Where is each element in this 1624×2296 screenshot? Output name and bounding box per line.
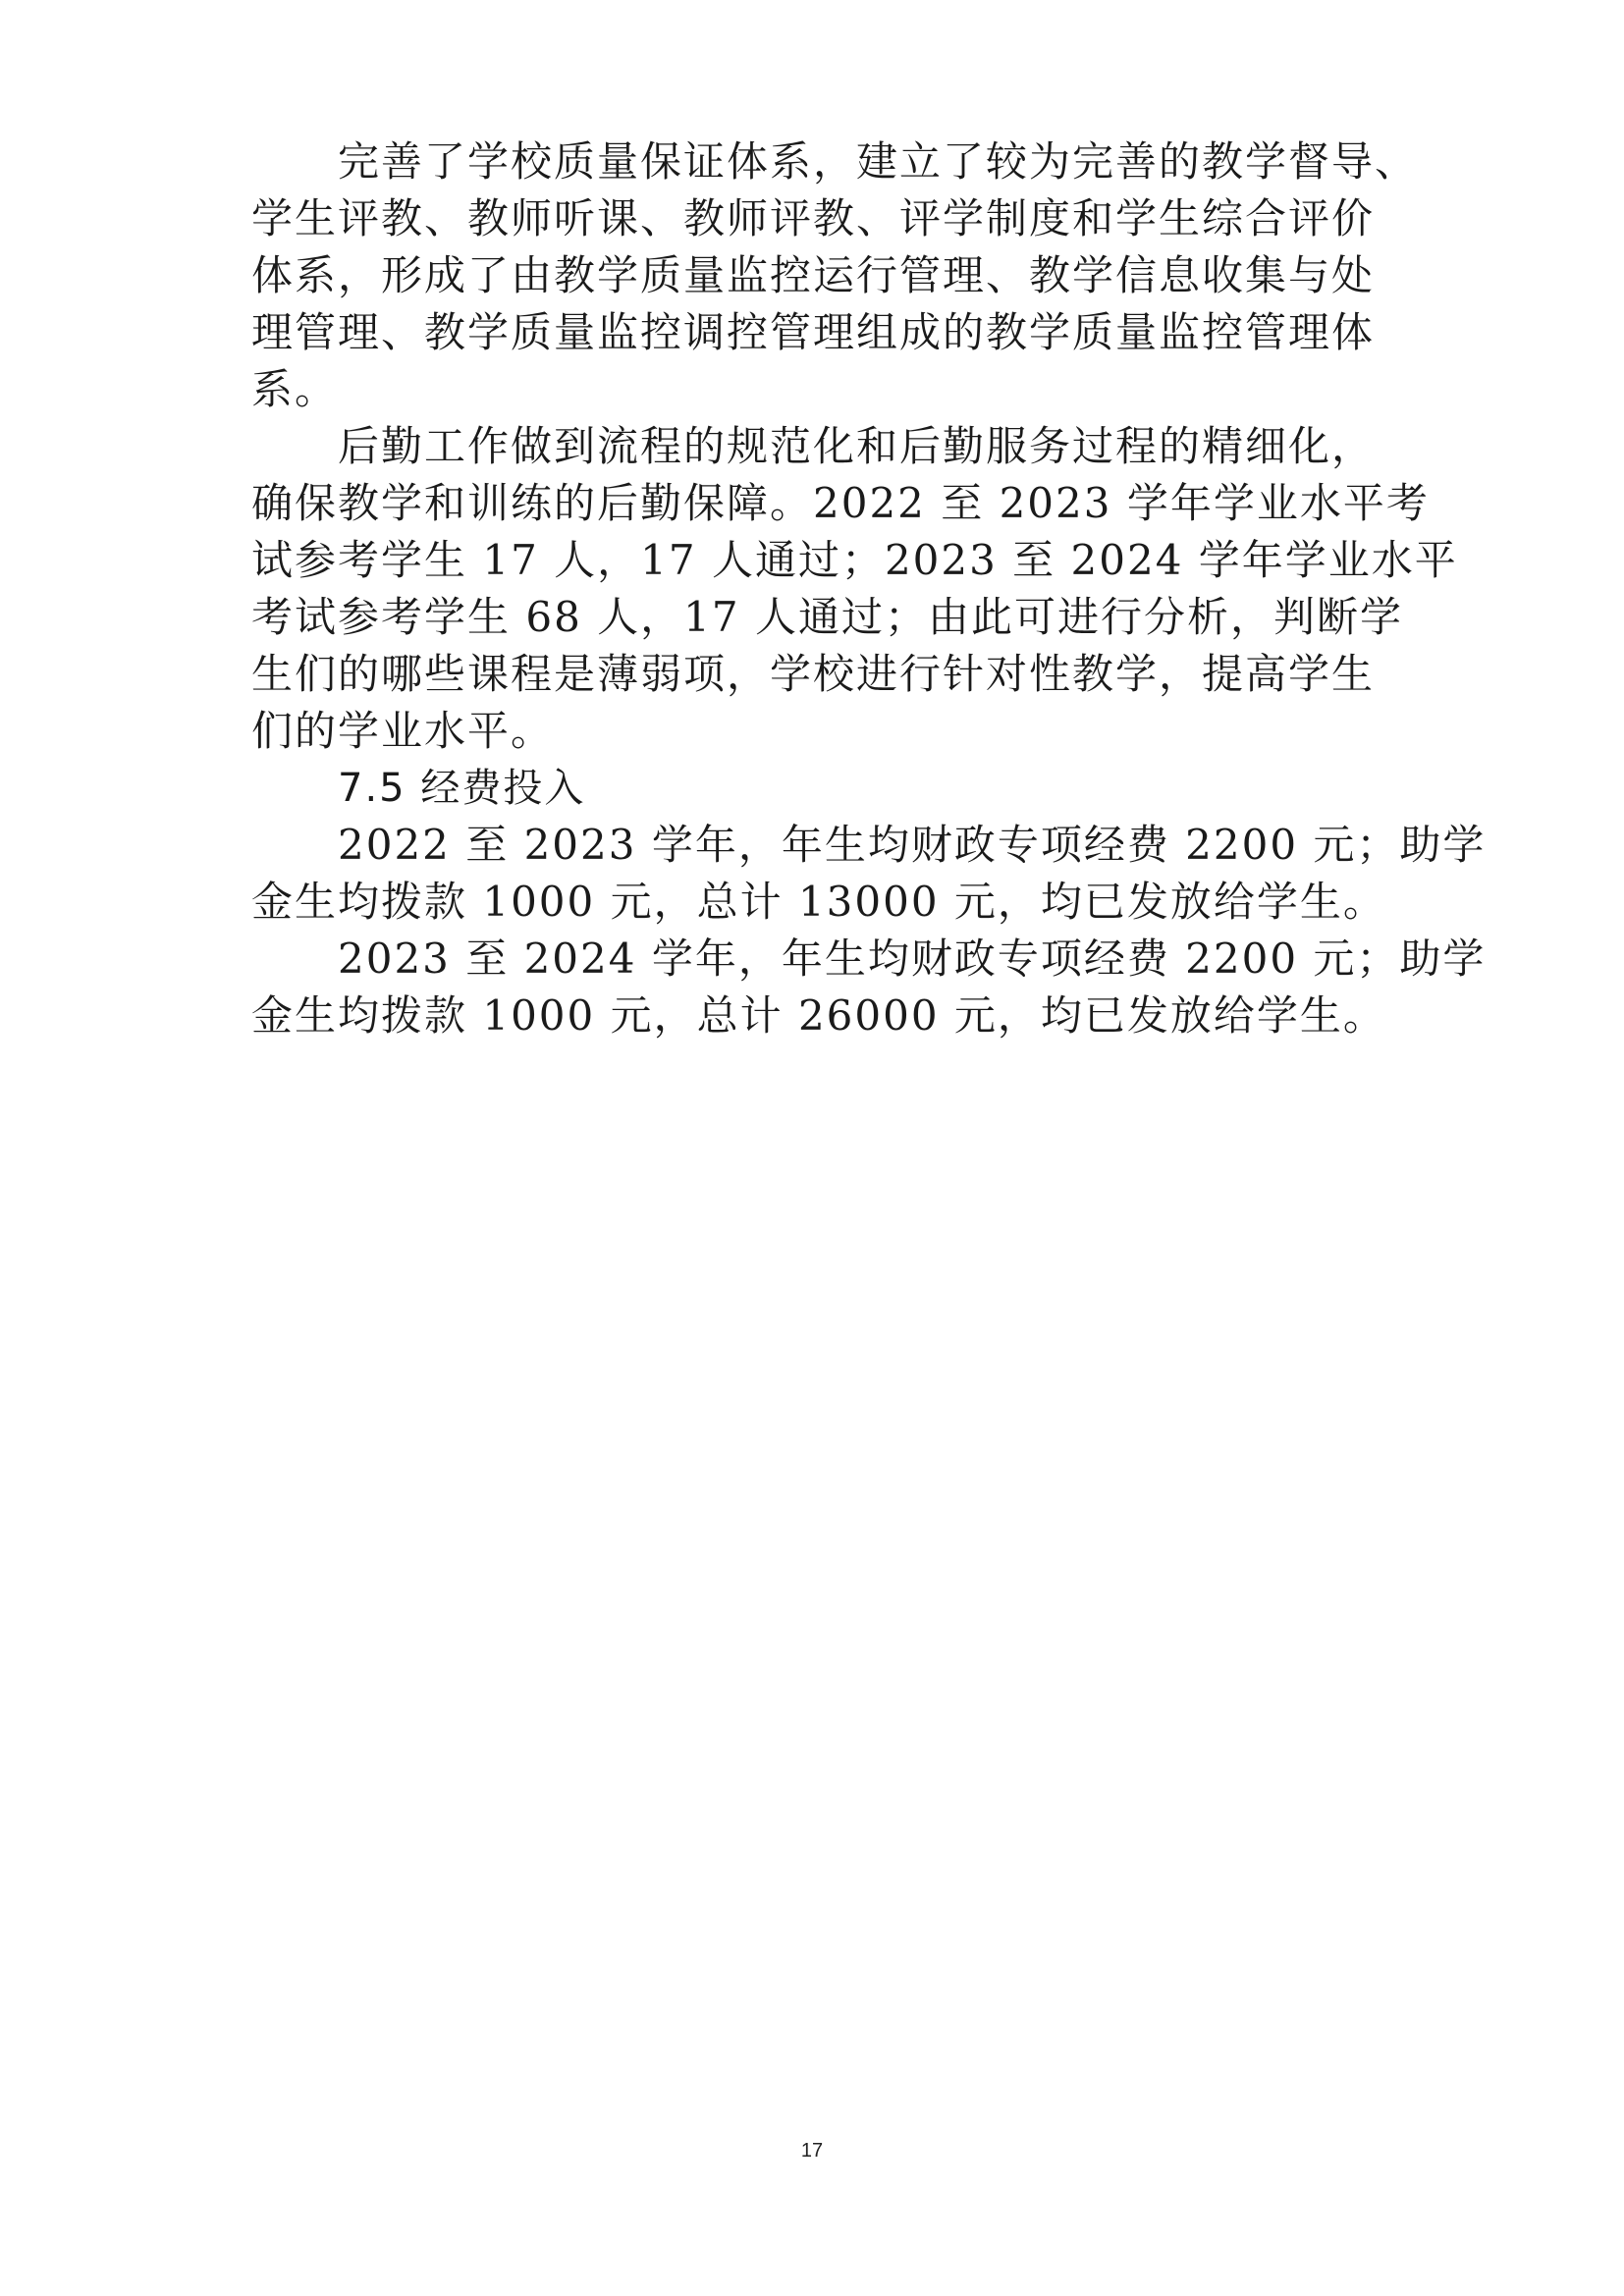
text-line: 体系，形成了由教学质量监控运行管理、教学信息收集与处: [251, 251, 1376, 299]
text-line: 考试参考学生 68 人，17 人通过；由此可进行分析，判断学: [251, 593, 1403, 641]
text-line: 2022 至 2023 学年，年生均财政专项经费 2200 元；助学: [338, 821, 1487, 869]
text-line: 生们的哪些课程是薄弱项，学校进行针对性教学，提高学生: [251, 650, 1376, 698]
page-number: 17: [800, 2140, 824, 2162]
text-line: 系。: [251, 365, 339, 413]
section-heading: 7.5 经费投入: [338, 766, 586, 811]
text-line: 们的学业水平。: [251, 707, 555, 755]
text-line: 试参考学生 17 人，17 人通过；2023 至 2024 学年学业水平: [251, 536, 1458, 584]
text-line: 后勤工作做到流程的规范化和后勤服务过程的精细化，: [338, 422, 1376, 470]
text-line: 2023 至 2024 学年，年生均财政专项经费 2200 元；助学: [338, 934, 1487, 983]
text-line: 学生评教、教师听课、教师评教、评学制度和学生综合评价: [251, 194, 1376, 242]
text-line: 确保教学和训练的后勤保障。2022 至 2023 学年学业水平考: [251, 479, 1430, 527]
text-line: 完善了学校质量保证体系，建立了较为完善的教学督导、: [338, 137, 1419, 186]
text-line: 金生均拨款 1000 元，总计 13000 元，均已发放给学生。: [251, 878, 1386, 926]
text-line: 理管理、教学质量监控调控管理组成的教学质量监控管理体: [251, 308, 1376, 356]
text-line: 金生均拨款 1000 元，总计 26000 元，均已发放给学生。: [251, 991, 1386, 1040]
